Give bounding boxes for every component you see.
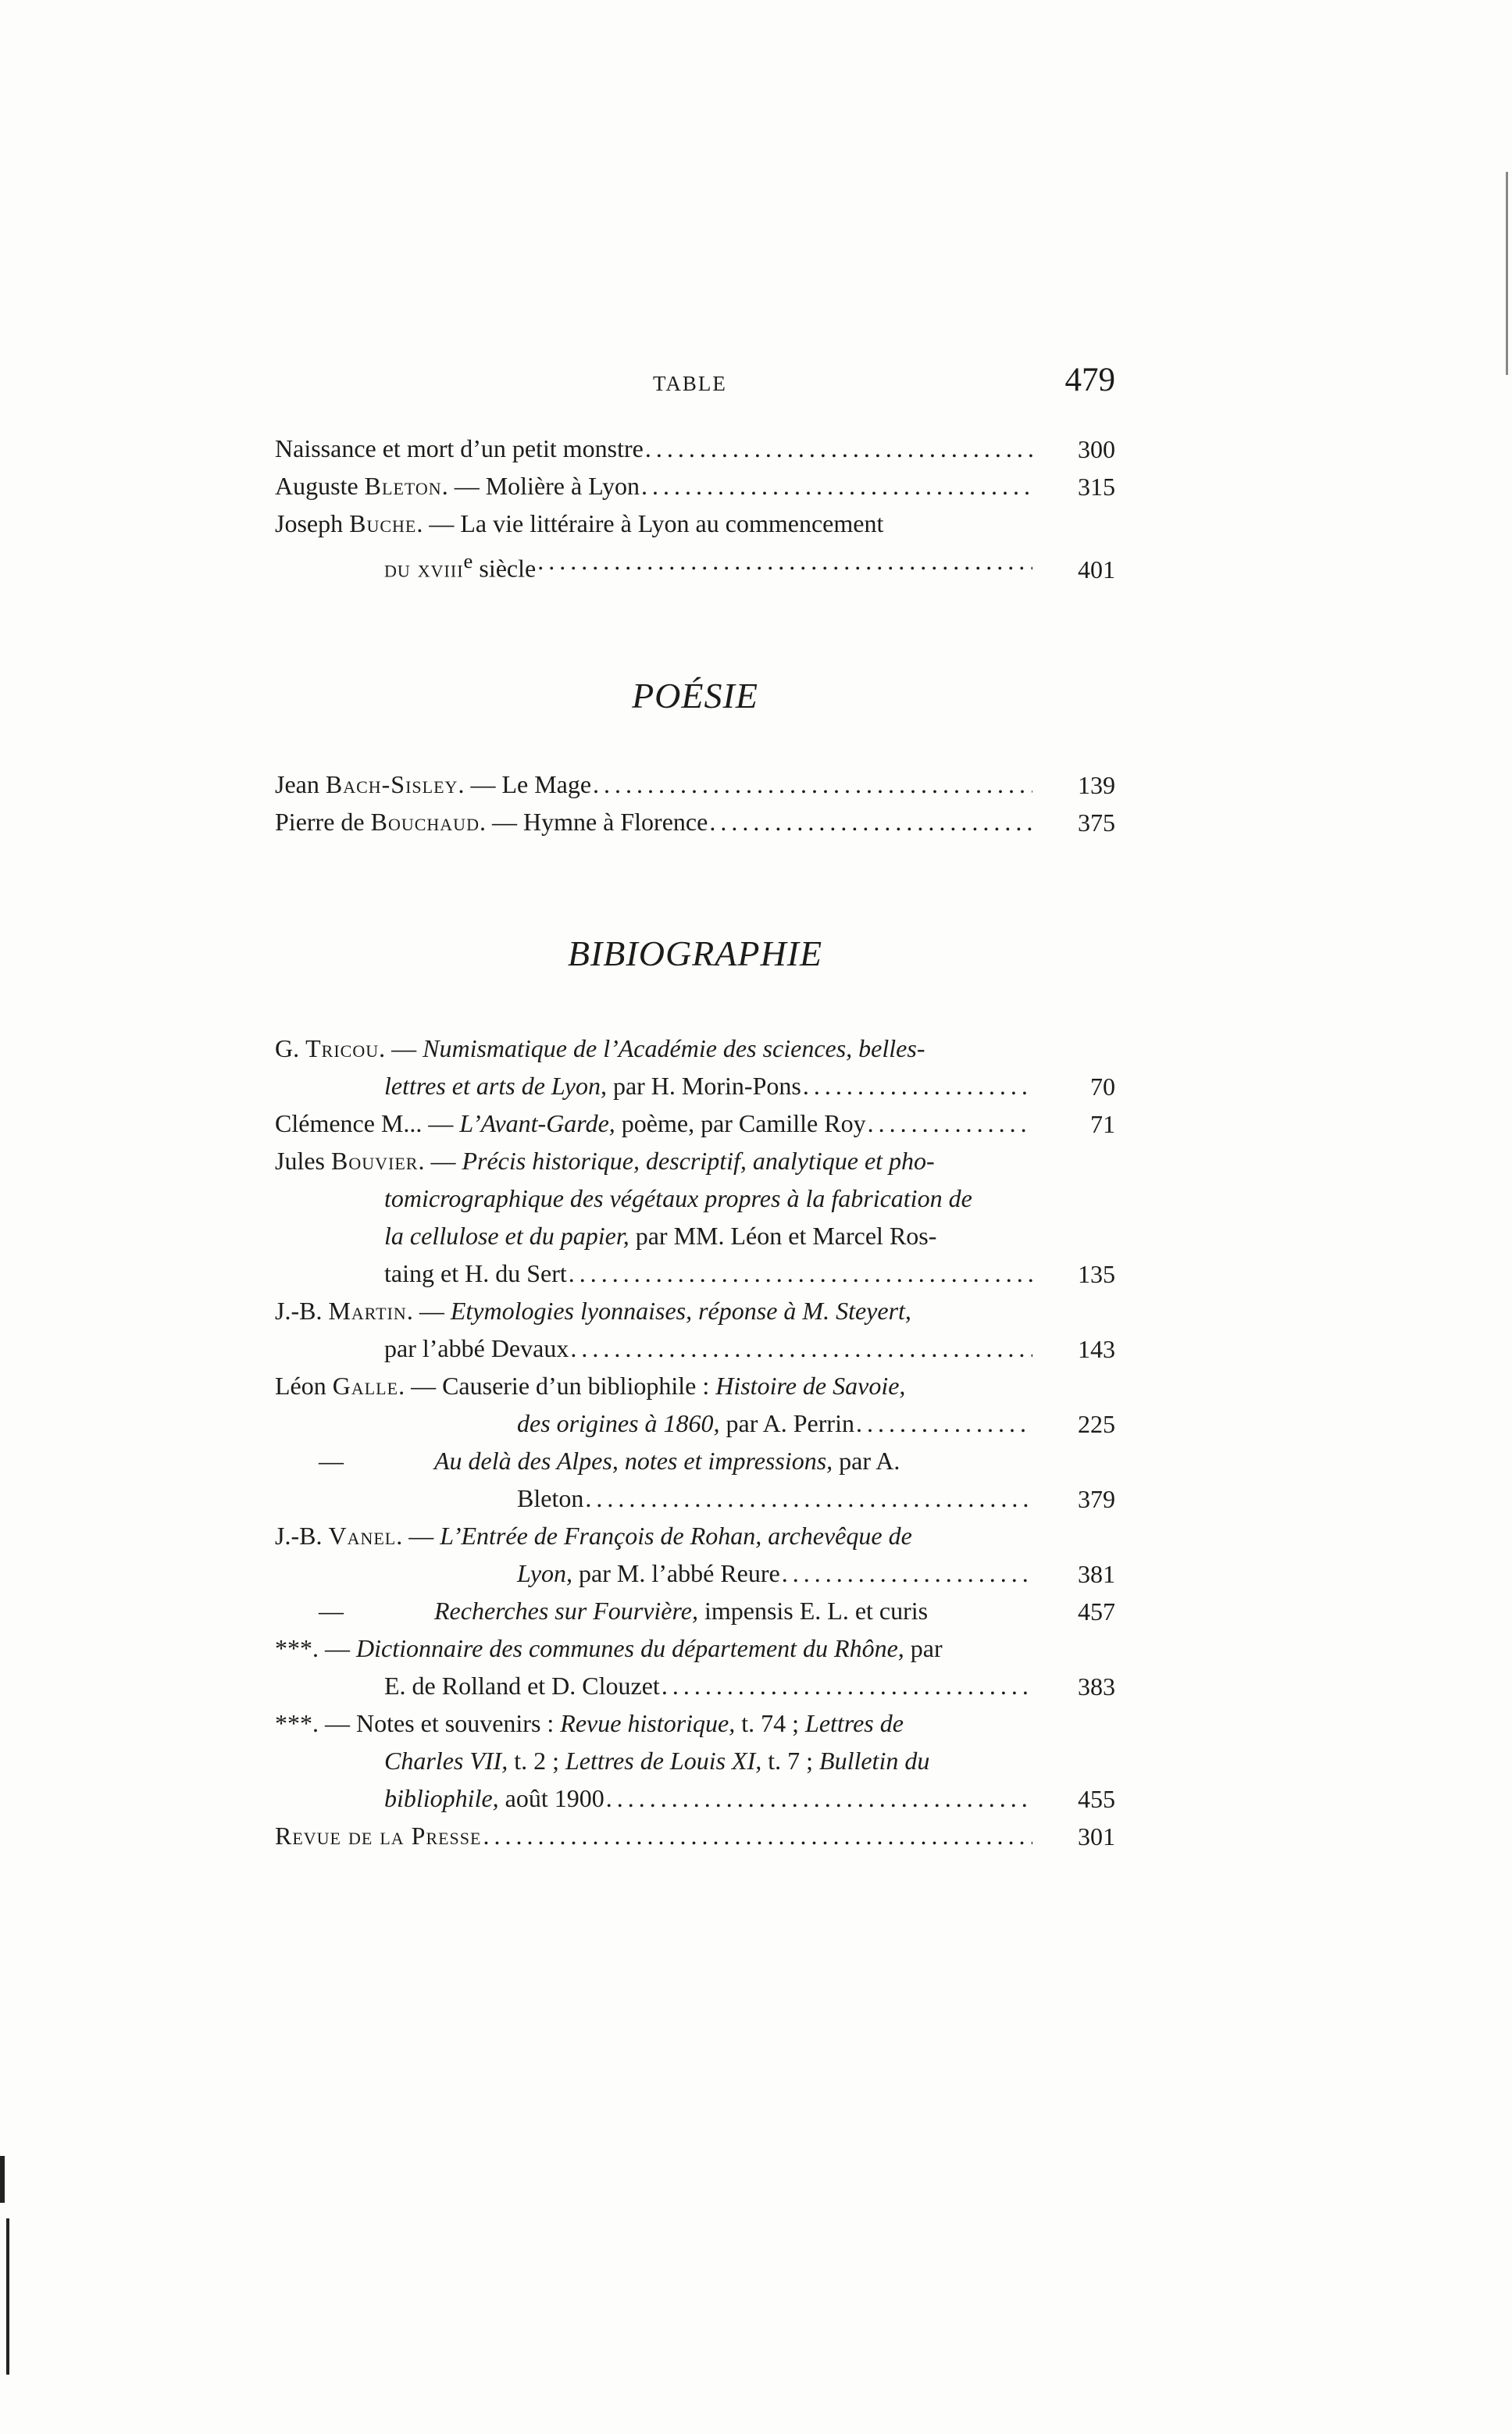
toc-entry: Clémence M... — L’Avant-Garde, poème, par Camille Roy . . . 71 (275, 1105, 1115, 1142)
toc-entry: Léon Galle. — Causerie d’un bibliophile : Histoire de Savoie, des origines à 1860, par A. Perrin . . . 225 (275, 1367, 1115, 1442)
section-heading-bibliographie: BIBIOGRAPHIE (567, 933, 823, 973)
entry-page: 301 (1078, 1822, 1115, 1850)
author-name: Galle (332, 1372, 399, 1400)
entry-page: 375 (1078, 808, 1115, 837)
running-head (275, 361, 1115, 408)
toc-entry: ***. — Dictionnaire des communes du département du Rhône, par E. de Rolland et D. Clouzet . . . 383 (275, 1629, 1115, 1704)
entry-page: 71 (1090, 1110, 1115, 1138)
entry-page: 70 (1090, 1072, 1115, 1101)
toc-entry: Jean Bach-Sisley. — Le Mage . . . 139 (275, 766, 1115, 803)
toc-entry: — Recherches sur Fourvière, impensis E. L. et curis 457 (319, 1597, 1115, 1626)
entry-page: 143 (1078, 1335, 1115, 1363)
toc-entry: Auguste Bleton. — Molière à Lyon . . . 315 (275, 467, 1115, 505)
author-name: Bouchaud (370, 808, 480, 836)
toc-entry: Pierre de Bouchaud. — Hymne à Florence . . . 375 (275, 803, 1115, 840)
entry-page: 139 (1078, 771, 1115, 799)
entry-page: 135 (1078, 1260, 1115, 1288)
toc-entry: J.-B. Martin. — Etymologies lyonnaises, réponse à M. Steyert, par l’abbé Devaux . . . 143 (275, 1292, 1115, 1367)
toc-entry: ***. — Notes et souvenirs : Revue historique, t. 74 ; Lettres de Charles VII, t. 2 ; Lettres de Louis XI, t. 7 ; Bulletin du bibliophile, août 1900 . . . 455 (275, 1704, 1115, 1817)
toc-entry: Joseph Buche. — La vie littéraire à Lyon au commencement du xviii$^e$ siècle . . . 401 (275, 505, 1115, 587)
author-name: Bach-Sisley (325, 770, 458, 798)
running-title: TABLE (653, 372, 727, 395)
toc-entry: Jules Bouvier. — Précis historique, descriptif, analytique et pho- tomicrographique des végétaux propres à la fabrication de la cellulose et du papier, par MM. Léon et Marcel Ros- taing et H. du Sert . . . 135 (275, 1142, 1115, 1292)
section-heading-poesie: POÉSIE (632, 676, 758, 716)
entry-page: 379 (1078, 1485, 1115, 1513)
author-name: Martin (328, 1297, 407, 1325)
author-name: Bleton (364, 472, 442, 500)
entry-page: 225 (1078, 1410, 1115, 1438)
entry-page: 455 (1078, 1785, 1115, 1813)
scan-margin-mark (0, 2156, 5, 2203)
toc-entry: Naissance et mort d’un petit monstre . . . 300 (275, 430, 1115, 467)
entry-page: 300 (1078, 435, 1115, 463)
entry-page: 315 (1078, 473, 1115, 501)
entry-page: 381 (1078, 1560, 1115, 1588)
author-name: Bouvier (331, 1147, 419, 1175)
scan-margin-mark (1506, 172, 1508, 375)
page-number: 479 (1064, 362, 1115, 398)
author-name: Buche (349, 509, 417, 537)
toc-entry: G. Tricou. — Numismatique de l’Académie des sciences, belles- lettres et arts de Lyon, par H. Morin-Pons . . . 70 (275, 1030, 1115, 1105)
bibliographie-entries (275, 1030, 1115, 1854)
entry-page: 401 (1078, 555, 1115, 584)
entry-page: 457 (1078, 1597, 1115, 1626)
toc-entry: J.-B. Vanel. — L’Entrée de François de Rohan, archevêque de Lyon, par M. l’abbé Reure . . . 381 (275, 1517, 1115, 1592)
toc-entry: Revue de la Presse . . . 301 (275, 1817, 1115, 1854)
entry-page: 383 (1078, 1672, 1115, 1701)
poesie-entries (275, 766, 1115, 840)
top-entries (275, 430, 1115, 587)
author-name: Vanel (328, 1522, 397, 1550)
toc-entry: — Au delà des Alpes, notes et impressions, par A. Bleton . . . 379 (275, 1442, 1115, 1517)
author-name: Tricou (305, 1034, 380, 1062)
scan-margin-mark (6, 2218, 9, 2375)
